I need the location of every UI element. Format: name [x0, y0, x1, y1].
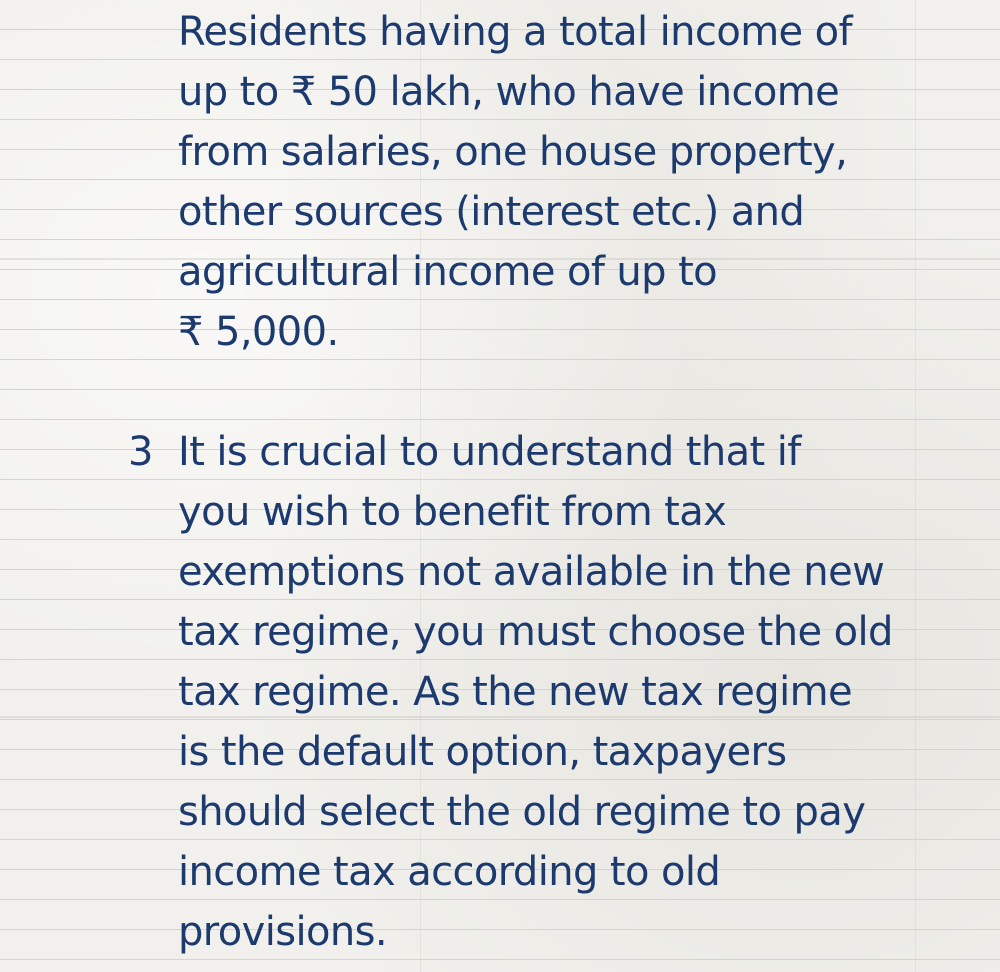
list-item-text: Residents having a total income of up to ₹ 50 lakh, who have income from salaries, one house property, other sources (interest etc.) and agricultural income of up to ₹ 5,000.	[178, 9, 853, 355]
list-item-continued	[178, 2, 898, 362]
paper-crease	[915, 0, 916, 972]
list-item-text: It is crucial to understand that if you wish to benefit from tax exemptions not available in the new tax regime, you must choose the old tax regime. As the new tax regime is the default option, taxpayers should select the old regime to pay income tax according to old provisions.	[178, 429, 893, 955]
list-item-number: 3	[128, 429, 153, 475]
